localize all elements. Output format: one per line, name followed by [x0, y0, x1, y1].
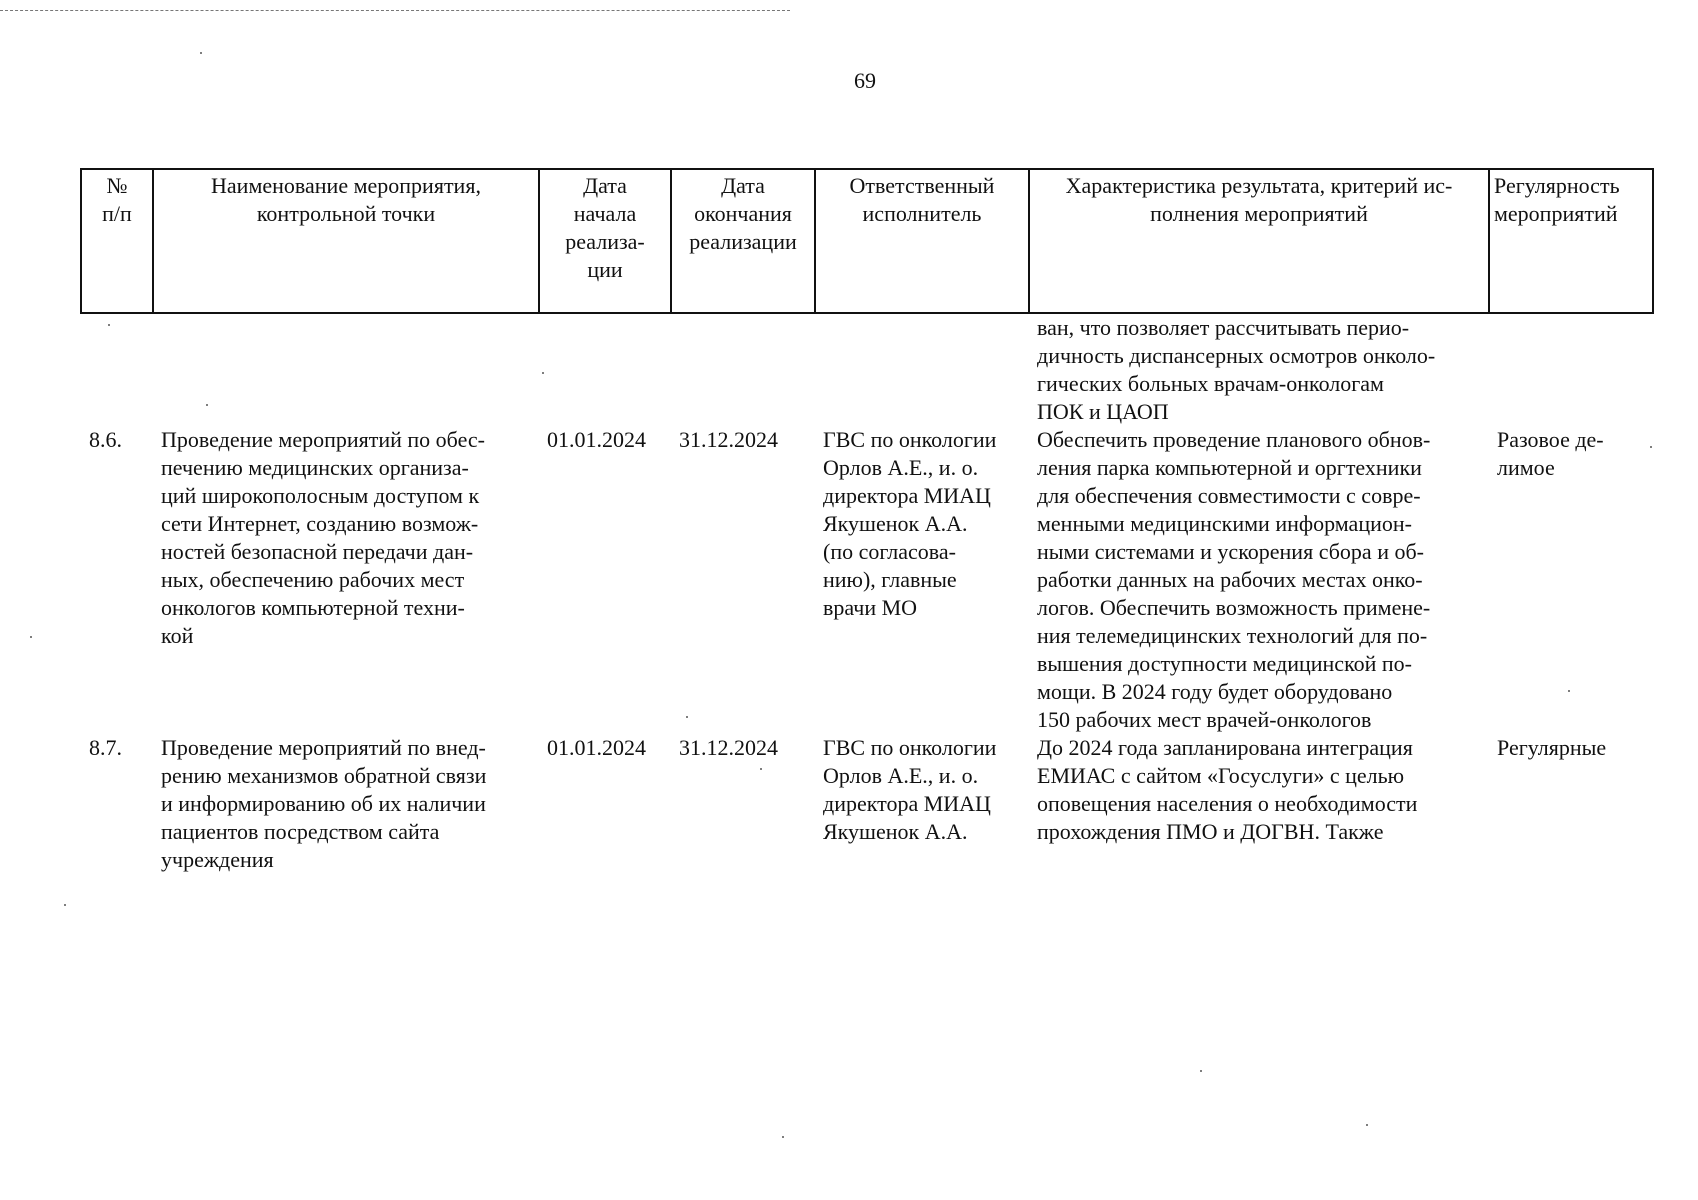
table-row: [81, 734, 1653, 874]
scan-speck: [1568, 690, 1570, 692]
scan-speck: [782, 1136, 784, 1138]
scan-speck: [108, 324, 110, 326]
scan-speck: [686, 716, 688, 718]
scan-top-rule: [0, 10, 790, 11]
scan-speck: [542, 372, 544, 374]
scan-speck: [1200, 1070, 1202, 1072]
cell-number: 8.7.: [89, 735, 122, 760]
cell-regularity: Регулярные: [1497, 735, 1607, 760]
header-activity-name: Наименование мероприятия, контрольной точки: [153, 169, 539, 313]
table-row-continuation: [81, 313, 1653, 426]
header-regularity: Регулярность мероприятий: [1489, 169, 1653, 313]
cell-regularity: Разовое де- лимое: [1497, 427, 1604, 480]
cell-characteristic: Обеспечить проведение планового обнов- ления парка компьютерной и оргтехники для обеспечения совместимости с совре- менными медицинскими информацион- ными системами и ускорения сбора и об- работки данных на рабочих местах онко- логов. Обеспечить возможность примене- ния телемедицинских технологий для по- вышения доступности медицинской по- мощи. В 2024 году будет оборудовано 150 рабочих мест врачей-онкологов: [1037, 427, 1431, 732]
scan-speck: [30, 636, 32, 638]
header-start-date: Дата начала реализа- ции: [539, 169, 671, 313]
cell-responsible: ГВС по онкологии Орлов А.Е., и. о. директора МИАЦ Якушенок А.А.: [823, 735, 997, 844]
header-responsible: Ответственный исполнитель: [815, 169, 1029, 313]
cell-end-date: 31.12.2024: [679, 427, 778, 452]
cell-characteristic: До 2024 года запланирована интеграция ЕМИАС с сайтом «Госуслуги» с целью оповещения населения о необходимости прохождения ПМО и ДОГВН. Также: [1037, 735, 1418, 844]
cell-responsible: ГВС по онкологии Орлов А.Е., и. о. директора МИАЦ Якушенок А.А. (по согласова- нию), главные врачи МО: [823, 427, 997, 620]
activities-table: [80, 168, 1654, 874]
scan-speck: [206, 404, 208, 406]
cell-end-date: 31.12.2024: [679, 735, 778, 760]
header-characteristic: Характеристика результата, критерий ис- полнения мероприятий: [1029, 169, 1489, 313]
cell-characteristic: ван, что позволяет рассчитывать перио- дичность диспансерных осмотров онколо- гических больных врачам-онкологам ПОК и ЦАОП: [1037, 315, 1436, 424]
cell-start-date: 01.01.2024: [547, 427, 646, 452]
header-end-date: Дата окончания реализации: [671, 169, 815, 313]
table-row: [81, 426, 1653, 734]
scan-speck: [760, 768, 762, 770]
page-number: 69: [854, 68, 876, 93]
cell-activity-name: Проведение мероприятий по обес- печению медицинских организа- ций широкополосным доступом к сети Интернет, созданию возмож- ностей безопасной передачи дан- ных, обеспечению рабочих мест онкологов компьютерной техни- кой: [161, 427, 485, 648]
cell-start-date: 01.01.2024: [547, 735, 646, 760]
cell-activity-name: Проведение мероприятий по внед- рению механизмов обратной связи и информированию об их наличии пациентов посредством сайта учреждения: [161, 735, 487, 872]
cell-number: 8.6.: [89, 427, 122, 452]
scan-speck: [1650, 446, 1652, 448]
table-header-row: [81, 169, 1653, 313]
scan-speck: [1366, 1124, 1368, 1126]
header-number: № п/п: [81, 169, 153, 313]
scan-speck: [200, 52, 202, 54]
scan-speck: [64, 904, 66, 906]
